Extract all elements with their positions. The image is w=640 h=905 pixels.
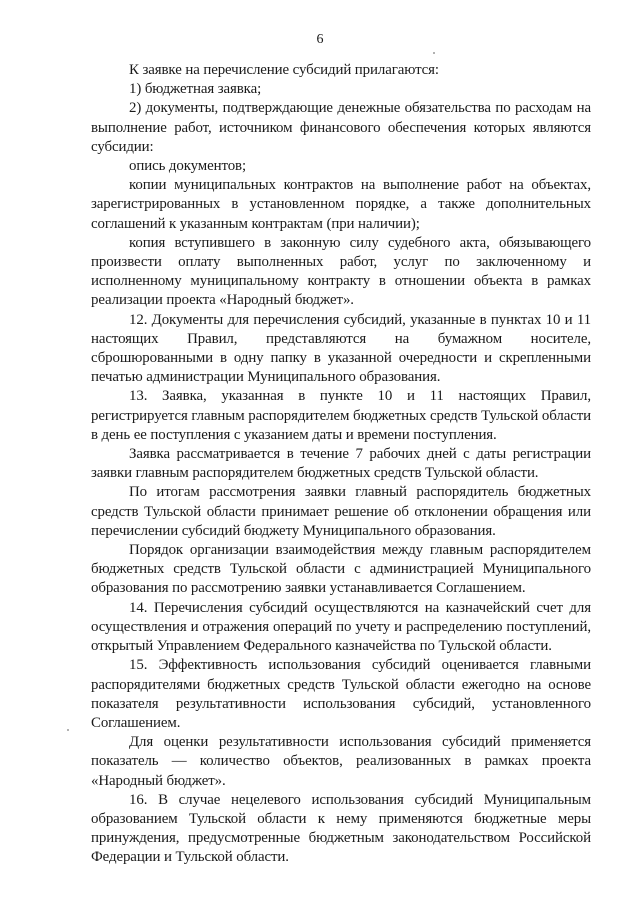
paragraph-attachments-intro: К заявке на перечисление субсидий прилагаются: xyxy=(129,62,439,78)
page-number: 6 xyxy=(316,32,324,47)
paragraph-review-period: Заявка рассматривается в течение 7 рабочих дней с даты регистрации заявки главным распорядителем бюджетных средств Тульской области. xyxy=(91,446,591,482)
paragraph-contract-copies: копии муниципальных контрактов на выполнение работ на объектах, зарегистрированных в установленном порядке, а также дополнительных соглашений к указанным контрактам (при наличии); xyxy=(91,177,591,232)
paragraph-interaction-order: Порядок организации взаимодействия между главным распорядителем бюджетных средств Тульской области с администрацией Муниципального образования по рассмотрению заявки устанавливается Соглашением. xyxy=(91,542,591,597)
paragraph-confirming-documents: 2) документы, подтверждающие денежные обязательства по расходам на выполнение работ, источником финансового обеспечения которых являются субсидии: xyxy=(91,100,591,155)
document-body xyxy=(91,61,591,868)
scan-speck xyxy=(433,52,435,54)
paragraph-item-13: 13. Заявка, указанная в пункте 10 и 11 настоящих Правил, регистрируется главным распорядителем бюджетных средств Тульской области в день ее поступления с указанием даты и времени поступления. xyxy=(91,388,591,443)
paragraph-budget-request: 1) бюджетная заявка; xyxy=(129,81,262,98)
paragraph-item-16: 16. В случае нецелевого использования субсидий Муниципальным образованием Тульской области к нему применяются бюджетные меры принуждения, предусмотренные бюджетным законодательством Российской Федерации и Тульской области. xyxy=(91,791,591,866)
paragraph-item-12: 12. Документы для перечисления субсидий, указанные в пунктах 10 и 11 настоящих Правил, представляются на бумажном носителе, сброшюрованными в одну папку в указанной очередности и скрепленными печатью администрации Муниципального образования. xyxy=(91,311,591,386)
paragraph-review-decision: По итогам рассмотрения заявки главный распорядитель бюджетных средств Тульской области принимает решение об отклонении обращения или перечислении субсидий бюджету Муниципального образования. xyxy=(91,484,591,539)
scan-speck xyxy=(67,729,69,731)
paragraph-court-act-copy: копия вступившего в законную силу судебного акта, обязывающего произвести оплату выполненных работ, услуг по заключенному и исполненному муниципальному контракту в отношении объекта в рамках реализации проекта «Народный бюджет». xyxy=(91,234,591,309)
paragraph-documents-inventory: опись документов; xyxy=(129,158,247,175)
paragraph-item-15: 15. Эффективность использования субсидий оценивается главными распорядителями бюджетных средств Тульской области ежегодно на основе показателя результативности использования субсидий, установленного Соглашением. xyxy=(91,657,591,731)
paragraph-item-14: 14. Перечисления субсидий осуществляются на казначейский счет для осуществления и отражения операций по учету и распределению поступлений, открытый Управлением Федерального казначейства по Тульской области. xyxy=(91,599,591,655)
paragraph-performance-indicator: Для оценки результативности использования субсидий применяется показатель — количество объектов, реализованных в рамках проекта «Народный бюджет». xyxy=(91,734,591,789)
